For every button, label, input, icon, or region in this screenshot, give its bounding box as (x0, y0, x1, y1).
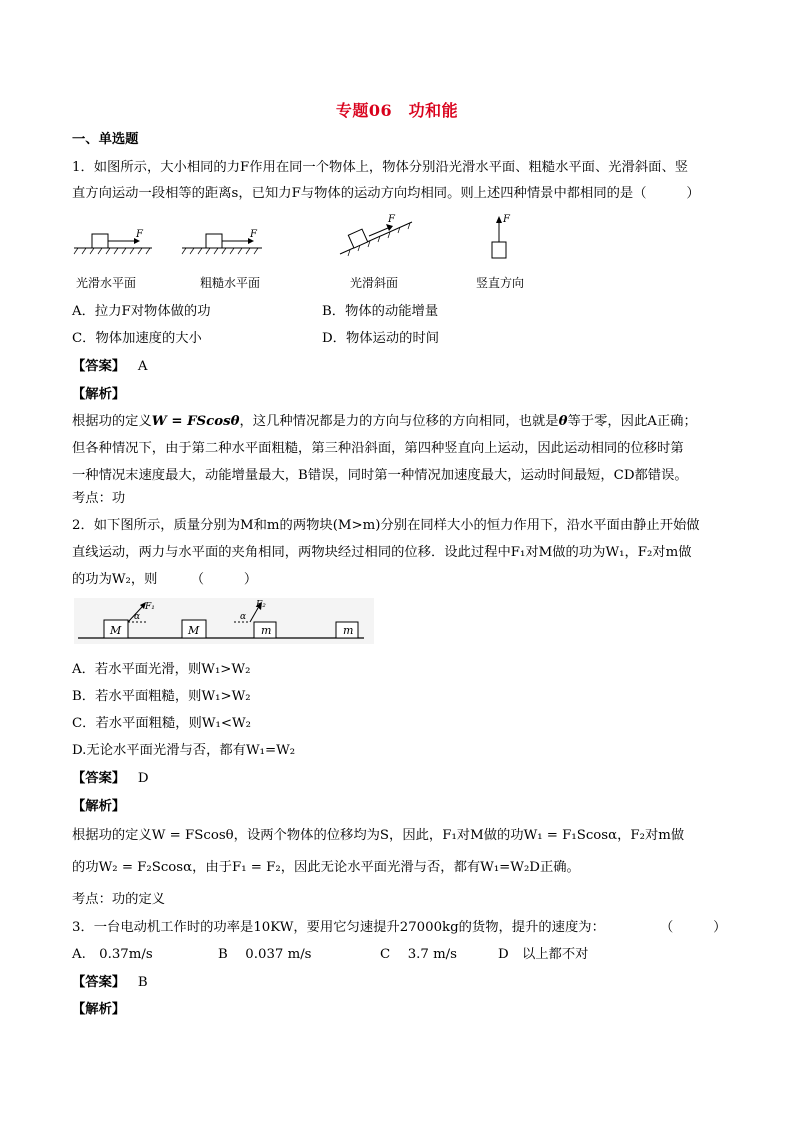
block-M: M (110, 624, 122, 637)
fig-smooth-horizontal (74, 229, 152, 254)
q2-option-a: A．若水平面光滑，则W₁>W₂ (72, 662, 251, 677)
q3-option-c: C 3.7 m/s (380, 947, 457, 962)
svg-text:F: F (250, 229, 257, 240)
q2-answer: 【答案】 D (72, 771, 149, 786)
answer-value: A (137, 359, 148, 374)
q1-answer (72, 357, 147, 377)
q2-option-d: D.无论水平面光滑与否，都有W₁=W₂ (72, 743, 296, 758)
q2-figure (74, 598, 374, 644)
q1-analysis-label: 【解析】 (72, 387, 126, 402)
block-m: m (261, 624, 272, 637)
caption-smooth-incline: 光滑斜面 (350, 276, 399, 290)
q2-analysis-line2: 的功W₂ = F₂Scosα，由于F₁ = F₂，因此无论水平面光滑与否，都有W₁=W₂D正确。 (72, 860, 580, 875)
q1-point: 考点：功 (72, 491, 126, 506)
caption-vertical: 竖直方向 (476, 276, 525, 290)
q1-option-a: A．拉力F对物体做的功 (72, 304, 211, 319)
svg-text:m: m (343, 624, 354, 637)
formula: W = FScosθ (151, 414, 240, 429)
page-title: 专题06 功和能 (335, 101, 459, 120)
q2-analysis-label: 【解析】 (72, 799, 126, 814)
fig-rough-horizontal (182, 229, 262, 254)
fig-smooth-incline (340, 214, 412, 256)
q1-stem-line1: 1．如图所示，大小相同的力F作用在同一个物体上，物体分别沿光滑水平面、粗糙水平面、光滑斜面、竖 (72, 160, 689, 175)
svg-text:α: α (240, 612, 247, 622)
q3-analysis-label: 【解析】 (72, 1002, 126, 1017)
force-label: F (136, 229, 143, 240)
answer-label: 【答案】 (72, 359, 126, 374)
section-heading: 一、单选题 (72, 132, 139, 147)
q3-blank: （ ） (660, 920, 727, 935)
q1-option-d: D．物体运动的时间 (322, 331, 440, 346)
q2-option-c: C．若水平面粗糙，则W₁<W₂ (72, 716, 251, 731)
q3-option-d: D 以上都不对 (498, 947, 589, 962)
q3-option-b: B 0.037 m/s (218, 947, 312, 962)
svg-text:α: α (134, 612, 141, 622)
q2-stem-line2: 直线运动，两力与水平面的夹角相同，两物块经过相同的位移．设此过程中F₁对M做的功为W₁，F₂对m做 (72, 545, 692, 560)
q2-point: 考点：功的定义 (72, 892, 166, 907)
svg-text:M: M (188, 624, 200, 637)
q2-stem-line1: 2．如下图所示，质量分别为M和m的两物块(M>m)分别在同样大小的恒力作用下，沿水平面由静止开始做 (72, 518, 700, 533)
q1-analysis-line3: 一种情况末速度最大，动能增量最大，B错误，同时第一种情况加速度最大，运动时间最短，CD都错误。 (72, 468, 688, 483)
q3-answer: 【答案】 B (72, 975, 148, 990)
q1-analysis-line2: 但各种情况下，由于第二种水平面粗糙，第三种沿斜面，第四种竖直向上运动，因此运动相同的位移时第 (72, 441, 684, 456)
q2-option-b: B．若水平面粗糙，则W₁>W₂ (72, 689, 251, 704)
q3-stem: 3．一台电动机工作时的功率是10KW，要用它匀速提升27000kg的货物，提升的速度为： (72, 920, 605, 935)
q3-option-a: A. 0.37m/s (72, 947, 153, 962)
svg-text:F₂: F₂ (256, 600, 266, 610)
svg-text:F₁: F₁ (145, 602, 155, 612)
caption-smooth-horizontal: 光滑水平面 (76, 276, 137, 290)
svg-text:F: F (503, 214, 510, 225)
q1-stem-line2: 直方向运动一段相等的距离s，已知力F与物体的运动方向均相同。则上述四种情景中都相同的是（ ） (72, 186, 700, 201)
q2-analysis-line1: 根据功的定义W = FScosθ，设两个物体的位移均为S，因此，F₁对M做的功W₁ = F₁Scosα，F₂对m做 (72, 828, 685, 843)
q2-stem-line3: 的功为W₂，则 （ ） (72, 572, 258, 587)
fig-vertical (492, 214, 511, 258)
q1-option-c: C．物体加速度的大小 (72, 331, 202, 346)
q1-option-b: B．物体的动能增量 (322, 304, 439, 319)
q1-figure (72, 212, 552, 262)
caption-rough-horizontal: 粗糙水平面 (200, 276, 261, 290)
q1-analysis-line1: 根据功的定义W = FScosθ，这几种情况都是力的方向与位移的方向相同，也就是θ等于零，因此A正确； (72, 414, 697, 429)
svg-text:F: F (388, 214, 395, 225)
